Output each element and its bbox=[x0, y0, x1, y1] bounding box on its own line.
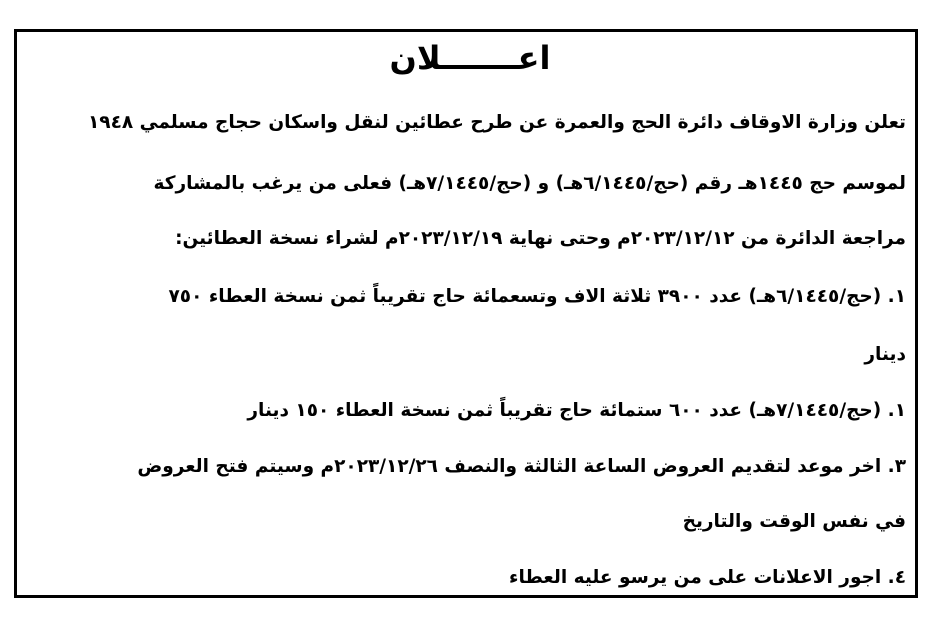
notice-line-season: لموسم حج ١٤٤٥هـ رقم (حج/٦/١٤٤٥هـ) و (حج/٧/١٤٤٥هـ) فعلى من يرغب بالمشاركة bbox=[153, 173, 906, 194]
notice-line-review-period: مراجعة الدائرة من ٢٠٢٣/١٢/١٢م وحتى نهاية ٢٠٢٣/١٢/١٩م لشراء نسخة العطائين: bbox=[175, 228, 906, 249]
notice-line-tender-1-currency: دينار bbox=[864, 344, 906, 365]
notice-title: اعـــــــلان bbox=[389, 39, 551, 77]
notice-line-tender-1: ١. (حج/٦/١٤٤٥هـ) عدد ٣٩٠٠ ثلاثة الاف وتسعمائة حاج تقريباً ثمن نسخة العطاء ٧٥٠ bbox=[168, 286, 906, 307]
notice-line-opening-time: في نفس الوقت والتاريخ bbox=[682, 511, 906, 532]
notice-line-deadline: ٣. اخر موعد لتقديم العروض الساعة الثالثة والنصف ٢٠٢٣/١٢/٢٦م وسيتم فتح العروض bbox=[137, 456, 906, 477]
notice-line-tender-2: ١. (حج/٧/١٤٤٥هـ) عدد ٦٠٠ ستمائة حاج تقريباً ثمن نسخة العطاء ١٥٠ دينار bbox=[247, 400, 906, 421]
notice-line-intro: تعلن وزارة الاوقاف دائرة الحج والعمرة عن طرح عطائين لنقل واسكان حجاج مسلمي ١٩٤٨ bbox=[88, 112, 906, 133]
notice-line-fees: ٤. اجور الاعلانات على من يرسو عليه العطاء bbox=[509, 567, 906, 588]
